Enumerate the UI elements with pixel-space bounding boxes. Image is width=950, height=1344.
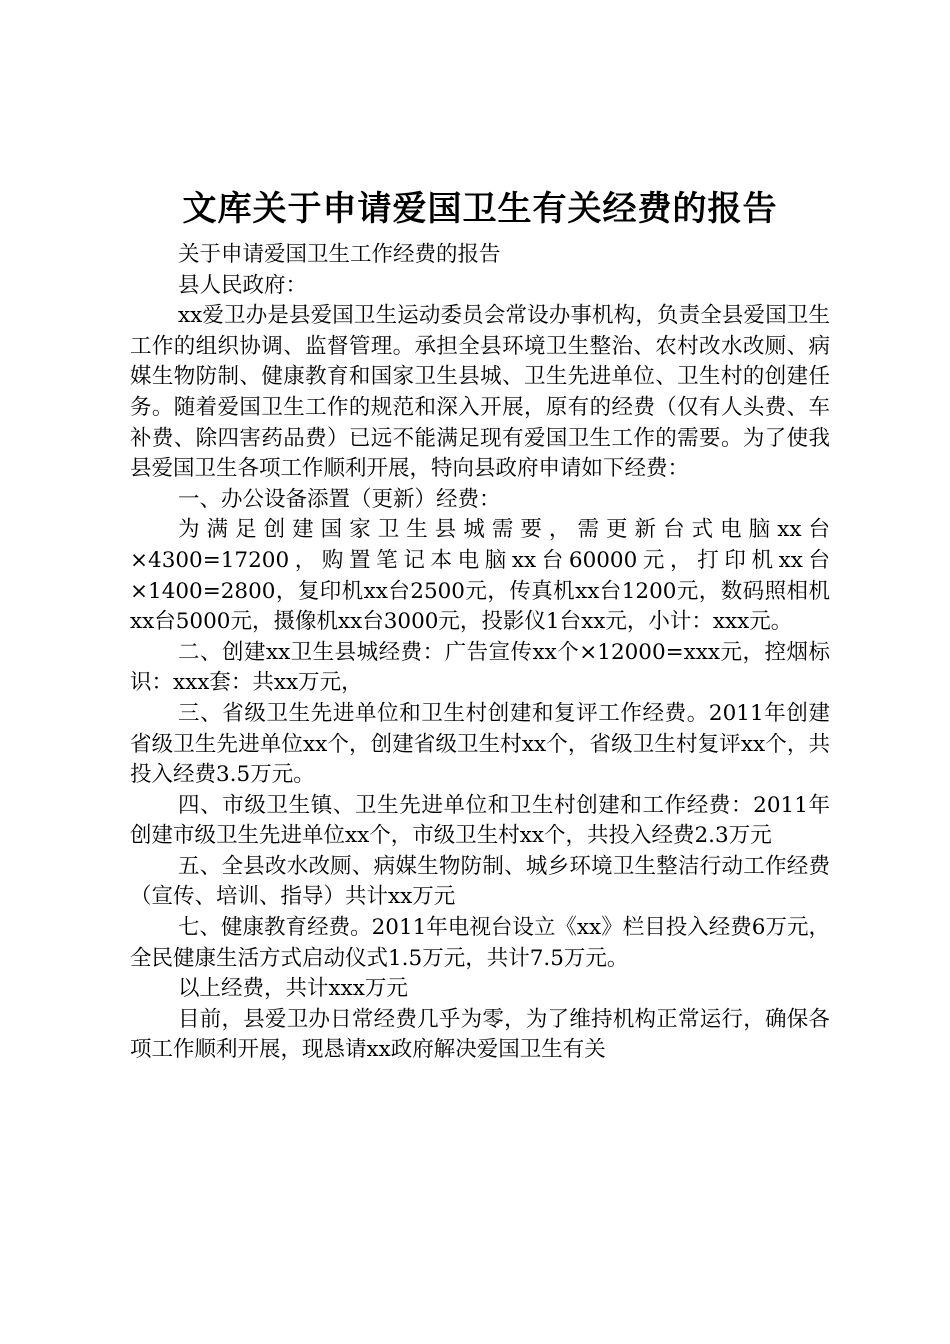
document-body [130,240,830,1066]
section-provincial: 三、省级卫生先进单位和卫生村创建和复评工作经费。2011年创建省级卫生先进单位xx个，创建省级卫生村xx个，省级卫生村复评xx个，共投入经费3.5万元。 [130,700,830,788]
report-subtitle: 关于申请爱国卫生工作经费的报告 [178,242,501,267]
section-county-wide: 五、全县改水改厕、病媒生物防制、城乡环境卫生整洁行动工作经费（宣传、培训、指导）共计xx万元 [130,853,830,910]
total-paragraph: 以上经费，共计xxx万元 [178,976,408,1002]
section-sanitary-county: 二、创建xx卫生县城经费：广告宣传xx个×12000=xxx元，控烟标识：xxx套：共xx万元， [130,639,830,696]
section-health-education: 七、健康教育经费。2011年电视台设立《xx》栏目投入经费6万元，全民健康生活方式启动仪式1.5万元，共计7.5万元。 [130,915,830,971]
document-title: 文库关于申请爱国卫生有关经费的报告 [182,189,778,229]
closing-paragraph: 目前，县爱卫办日常经费几乎为零，为了维持机构正常运行，确保各项工作顺利开展，现恳请xx政府解决爱国卫生有关 [130,1006,830,1063]
office-equipment-paragraph: 为满足创建国家卫生县城需要，需更新台式电脑xx台×4300=17200，购置笔记本电脑xx台60000元，打印机xx台×1400=2800，复印机xx台2500元，传真机xx台1200元，数码照相机xx台5000元，摄像机xx台3000元，投影仪1台xx元，小计：xxx元。 [130,517,830,635]
intro-paragraph: xx爱卫办是县爱国卫生运动委员会常设办事机构，负责全县爱国卫生工作的组织协调、监督管理。承担全县环境卫生整治、农村改水改厕、病媒生物防制、健康教育和国家卫生县城、卫生先进单位、卫生村的创建任务。随着爱国卫生工作的规范和深入开展，原有的经费（仅有人头费、车补费、除四害药品费）已远不能满足现有爱国卫生工作的需要。为了使我县爱国卫生各项工作顺利开展，特向县政府申请如下经费： [130,303,830,482]
document-page [130,186,830,1066]
section-heading-office-equipment: 一、办公设备添置（更新）经费： [178,486,501,512]
section-municipal: 四、市级卫生镇、卫生先进单位和卫生村创建和工作经费：2011年创建市级卫生先进单位xx个，市级卫生村xx个，共投入经费2.3万元 [130,792,830,849]
salutation: 县人民政府： [178,272,308,298]
